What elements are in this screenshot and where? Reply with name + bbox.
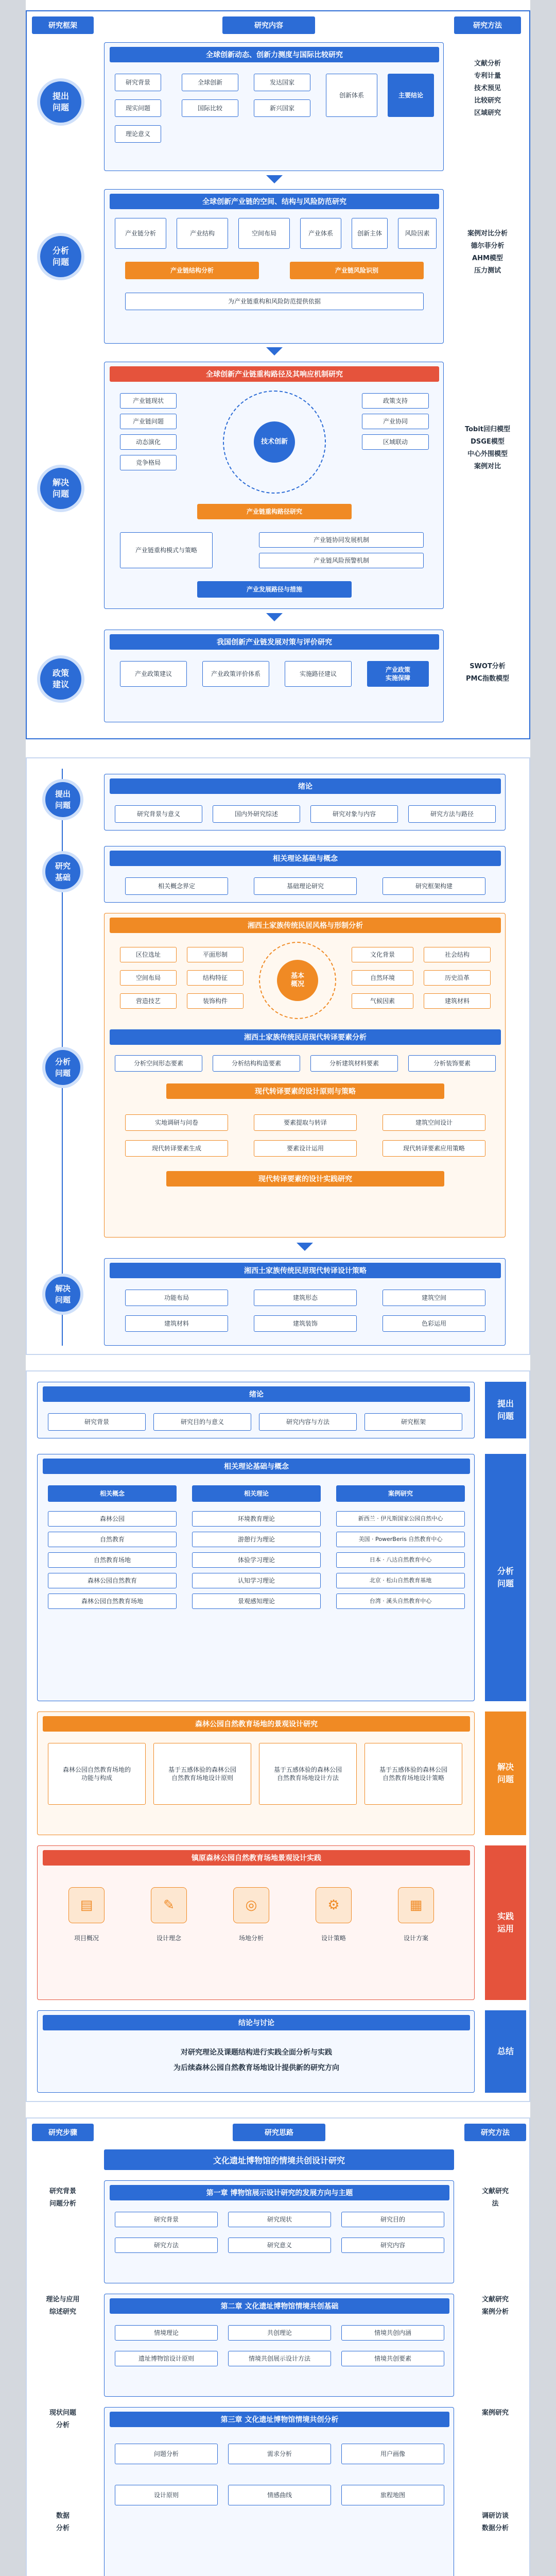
block-landscape [37,1711,475,1835]
item: 现代转译要素应用策略 [383,1140,485,1157]
item: 共创理论 [228,2325,331,2341]
item: 社会结构 [424,947,491,962]
item: 建筑空间设计 [383,1114,485,1131]
framework-panel-2 [26,757,530,1355]
main-title: 文化遗址博物馆的情境共创设计研究 [104,2149,454,2170]
item: 新兴国家 [254,99,310,117]
item: 研究方法与路径 [408,805,496,823]
item: 设计策略 [321,1935,346,1942]
item: 相关概念界定 [125,877,228,895]
item: 主要结论 [388,74,434,117]
block-solve [104,1258,506,1346]
col-title: 案例研究 [336,1485,465,1502]
block-title: 湘西土家族传统民居风格与形制分析 [110,918,501,933]
item: 情境共创要素 [341,2351,444,2366]
block-conclusion [37,2010,475,2093]
method-item: SWOT分析 [470,663,506,670]
block-theory [104,846,506,903]
item: 场地分析 [238,1935,264,1942]
tab-steps: 研究步骤 [32,2124,94,2141]
item: 研究背景与意义 [115,805,202,823]
item: 产业协同 [362,414,429,429]
item: 日本 · 八达自然教育中心 [336,1552,465,1568]
side-tag: 总结 [485,2010,526,2093]
method-item: PMC指数模型 [465,675,509,683]
item: 分析结构构造要素 [213,1055,300,1072]
item: 产业链重构路径研究 [197,504,352,519]
methods-4 [454,660,521,685]
item: 森林公园自然教育场地的 功能与构成 [48,1743,146,1805]
item: 产业政策建议 [120,661,187,687]
block-title: 我国创新产业链发展对策与评价研究 [110,634,439,650]
block-title: 第三章 文化遗址博物馆情境共创分析 [110,2412,449,2427]
item: 政策支持 [362,393,429,409]
framework-panel-1 [26,10,530,739]
method-item: 案例对比分析 [467,230,508,238]
tab-method: 研究方法 [464,2124,526,2141]
item: 产业链风险识别 [290,262,424,279]
item: 情境共创展示设计方法 [228,2351,331,2366]
item: 研究框架构建 [383,877,485,895]
stage-propose: 提出 问题 [37,78,84,126]
overview-icon: ▤ [68,1887,105,1923]
item: 研究对象与内容 [310,805,398,823]
method-item: 文献分析 [474,60,501,67]
item: 产业政策 实施保障 [367,661,429,687]
block-title: 第一章 博物馆展示设计研究的发展方向与主题 [110,2185,449,2200]
item: 创新主体 [352,218,388,249]
item: 国际比较 [182,99,238,117]
block-title: 湘西土家族传统民居现代转译要素分析 [110,1029,501,1045]
item: 产业链现状 [120,393,177,409]
block-title: 全球创新产业链重构路径及其响应机制研究 [110,366,439,382]
block-title: 镇原森林公园自然教育场地景观设计实践 [43,1850,470,1866]
block-global-innovation [104,42,444,171]
stage-analyze: 分析 问题 [37,233,84,280]
block-title: 结论与讨论 [43,2015,470,2030]
item: 现实问题 [115,99,161,117]
item: 新西兰 · 伊凡斯国家公园自然中心 [336,1511,465,1527]
right-method: 文献研究 案例分析 [481,2296,509,2316]
item: 研究意义 [228,2238,331,2253]
item: 功能布局 [125,1290,228,1306]
method-item: 压力测试 [474,267,501,275]
right-method: 文献研究 法 [481,2188,509,2208]
item: 历史沿革 [424,970,491,986]
block-restructure [104,362,444,609]
item: 基于五感体验的森林公园 自然教育场地设计原则 [153,1743,251,1805]
stage-propose: 提出 问题 [42,779,83,820]
item: 设计原则 [115,2485,218,2505]
block-intro [104,774,506,831]
method-item: 技术预见 [474,84,501,92]
item: 森林公园 [48,1511,177,1527]
item: 分析空间形态要素 [115,1055,202,1072]
item: 色彩运用 [383,1315,485,1332]
method-item: 案例对比 [474,463,501,470]
method-item: 专利计量 [474,72,501,80]
item: 国内外研究综述 [213,805,300,823]
method-item: Tobit回归模型 [464,426,511,433]
chapter-3 [104,2407,454,2576]
block-title: 相关理论基础与概念 [110,851,501,866]
item: 体验学习理论 [192,1552,321,1568]
down-arrow [266,613,283,621]
item: 项目概况 [74,1935,99,1942]
item: 问题分析 [115,2444,218,2464]
item: 装饰构件 [187,993,244,1009]
stage-solve: 解决 问题 [42,1274,83,1315]
item: 遗址博物馆设计原则 [115,2351,218,2366]
item: 现代转译要素生成 [125,1140,228,1157]
left-step: 研究背景 问题分析 [49,2188,76,2208]
left-step: 现状问题 分析 [49,2409,76,2429]
block-title: 湘西土家族传统民居现代转译设计策略 [110,1263,501,1278]
side-tag: 解决 问题 [485,1711,526,1835]
item: 竞争格局 [120,455,177,470]
stage-analyze: 分析 问题 [42,1047,83,1088]
page [26,0,530,2576]
block-title: 绪论 [43,1386,470,1402]
method-item: 区域研究 [474,109,501,117]
stage-policy: 政策 建议 [37,655,84,703]
side-tag: 实践 运用 [485,1845,526,2000]
item: 情感曲线 [228,2485,331,2505]
tab-framework: 研究框架 [32,16,94,34]
methods-3 [454,423,521,473]
item: 自然教育场地 [48,1552,177,1568]
block-title: 现代转译要素的设计原则与策略 [166,1083,444,1099]
item: 建筑材料 [424,993,491,1009]
item: 产业发展路径与措施 [197,581,352,598]
item: 动态演化 [120,434,177,450]
framework-panel-4 [26,2117,530,2576]
block-title: 全球创新产业链的空间、结构与风险防范研究 [110,194,439,209]
item: 森林公园自然教育 [48,1573,177,1588]
chapter-2 [104,2294,454,2397]
item: 气候因素 [352,993,413,1009]
item: 空间布局 [120,970,177,986]
item: 研究背景 [48,1413,146,1431]
item: 实地调研与问卷 [125,1114,228,1131]
side-tag: 提出 问题 [485,1382,526,1438]
item: 研究框架 [364,1413,462,1431]
item: 研究背景 [115,74,161,91]
item: 分析装饰要素 [408,1055,496,1072]
left-step: 数据 分析 [56,2512,70,2532]
method-item: AHM模型 [472,255,503,262]
block-title: 第二章 文化遗址博物馆情境共创基础 [110,2298,449,2314]
item: 研究背景 [115,2212,218,2227]
item: 产业链问题 [120,414,177,429]
block-title: 全球创新动态、创新力测度与国际比较研究 [110,47,439,62]
hub-circle: 基本 概况 [277,960,318,1001]
item: 理论意义 [115,125,161,143]
item: 风险因素 [398,218,437,249]
tab-method: 研究方法 [454,16,521,34]
framework-panel-3 [26,1370,530,2102]
item: 营造技艺 [120,993,177,1009]
item: 为产业链重构和风险防范提供依据 [125,293,424,310]
item: 研究现状 [228,2212,331,2227]
plan-icon: ▦ [398,1887,434,1923]
block-intro [37,1382,475,1438]
site-icon: ◎ [233,1887,269,1923]
right-method: 案例研究 [481,2409,509,2417]
block-industry-chain [104,189,444,344]
item: 自然教育 [48,1532,177,1547]
block-title: 森林公园自然教育场地的景观设计研究 [43,1716,470,1732]
item: 环境教育理论 [192,1511,321,1527]
tab-content: 研究内容 [222,16,315,34]
item: 研究内容 [341,2238,444,2253]
item: 情境共创内涵 [341,2325,444,2341]
method-item: 德尔菲分析 [471,242,505,250]
chapter-1 [104,2180,454,2283]
item: 区位选址 [120,947,177,962]
item: 要素提取与转译 [254,1114,357,1131]
item: 基于五感体验的森林公园 自然教育场地设计方法 [259,1743,357,1805]
item: 基于五感体验的森林公园 自然教育场地设计策略 [364,1743,462,1805]
right-method: 调研访谈 数据分析 [481,2512,509,2532]
item: 建筑空间 [383,1290,485,1306]
col-title: 相关概念 [48,1485,177,1502]
item: 美国 · PowerBeris 自然教育中心 [336,1532,465,1547]
item: 产业链结构分析 [125,262,259,279]
item: 产业链协同发展机制 [259,532,424,548]
conclusion-text: 对研究理论及课题结构进行实践全面分析与实践 [181,2048,332,2057]
item: 研究目的 [341,2212,444,2227]
item: 区域联动 [362,434,429,450]
down-arrow [266,347,283,355]
item: 需求分析 [228,2444,331,2464]
item: 发达国家 [254,74,310,91]
concept-icon: ✎ [151,1887,187,1923]
item: 基础理论研究 [254,877,357,895]
item: 建筑材料 [125,1315,228,1332]
item: 北京 · 松山自然教育基地 [336,1573,465,1588]
item: 情境理论 [115,2325,218,2341]
left-step: 理论与应用 综述研究 [46,2296,80,2316]
block-policy [104,630,444,722]
col-title: 相关理论 [192,1485,321,1502]
item: 结构特征 [187,970,244,986]
item: 研究目的与意义 [153,1413,251,1431]
down-arrow [266,175,283,183]
method-item: 比较研究 [474,97,501,105]
tab-thinking: 研究思路 [233,2124,325,2141]
conclusion-text: 为后续森林公园自然教育场地设计提供新的研究方向 [173,2064,339,2072]
item: 游憩行为理论 [192,1532,321,1547]
item: 台湾 · 溪头自然教育中心 [336,1594,465,1609]
item: 产业链重构模式与策略 [120,532,213,568]
down-arrow [297,1243,313,1251]
item: 自然环境 [352,970,413,986]
stage-solve: 解决 问题 [37,465,84,512]
strategy-icon: ⚙ [316,1887,352,1923]
item: 产业体系 [300,218,341,249]
item: 旅程地图 [341,2485,444,2505]
method-item: DSGE模型 [471,438,505,446]
item: 研究方法 [115,2238,218,2253]
block-theory [37,1454,475,1701]
item: 要素设计运用 [254,1140,357,1157]
item: 平面形制 [187,947,244,962]
method-item: 中心外围模型 [467,450,508,458]
item: 设计理念 [156,1935,181,1942]
item: 实施路径建议 [285,661,352,687]
item: 全球创新 [182,74,238,91]
methods-2 [454,228,521,277]
item: 景观感知理论 [192,1594,321,1609]
stage-foundation: 研究 基础 [42,851,83,892]
side-tag: 分析 问题 [485,1454,526,1701]
block-title: 相关理论基础与概念 [43,1459,470,1474]
item: 产业链风险预警机制 [259,553,424,568]
item: 文化背景 [352,947,413,962]
item: 建筑形态 [254,1290,357,1306]
item: 森林公园自然教育场地 [48,1594,177,1609]
hub-circle: 技术创新 [254,421,295,463]
block-title: 绪论 [110,778,501,794]
item: 设计方案 [403,1935,428,1942]
block-analysis [104,913,506,1238]
item: 空间布局 [238,218,290,249]
item: 产业政策评价体系 [202,661,269,687]
item: 建筑装饰 [254,1315,357,1332]
item: 用户画像 [341,2444,444,2464]
item: 研究内容与方法 [259,1413,357,1431]
item: 分析建筑材料要素 [310,1055,398,1072]
methods-1 [454,58,521,120]
item: 认知学习理论 [192,1573,321,1588]
item: 创新体系 [326,74,377,117]
block-practice [37,1845,475,2000]
item: 产业链分析 [115,218,166,249]
item: 产业结构 [177,218,228,249]
block-title: 现代转译要素的设计实践研究 [166,1171,444,1187]
